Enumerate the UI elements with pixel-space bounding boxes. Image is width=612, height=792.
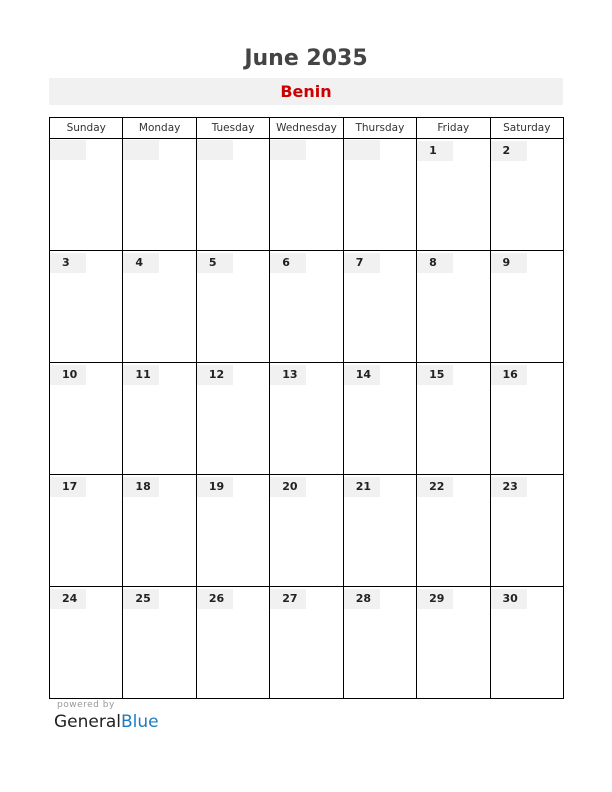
day-cell <box>270 251 343 363</box>
day-cell <box>270 363 343 475</box>
weekday-friday: Friday <box>417 118 490 139</box>
week-row <box>50 251 564 363</box>
day-number: 3 <box>50 253 86 273</box>
day-number <box>50 140 86 160</box>
calendar-title: June 2035 <box>244 46 368 71</box>
day-number: 9 <box>491 253 527 273</box>
day-number: 10 <box>50 365 86 385</box>
day-cell <box>50 363 123 475</box>
day-number: 18 <box>123 477 159 497</box>
day-cell <box>50 475 123 587</box>
day-number: 5 <box>197 253 233 273</box>
generalblue-logo <box>54 712 159 732</box>
weekday-wednesday: Wednesday <box>270 118 343 139</box>
week-row <box>50 475 564 587</box>
day-number: 12 <box>197 365 233 385</box>
day-number: 16 <box>491 365 527 385</box>
weekday-saturday: Saturday <box>490 118 563 139</box>
day-number: 24 <box>50 589 86 609</box>
day-number <box>123 140 159 160</box>
day-cell <box>123 139 196 251</box>
day-number: 23 <box>491 477 527 497</box>
weekday-monday: Monday <box>123 118 196 139</box>
day-number: 11 <box>123 365 159 385</box>
day-number: 8 <box>417 253 453 273</box>
day-cell <box>417 139 490 251</box>
day-number: 19 <box>197 477 233 497</box>
day-cell <box>123 475 196 587</box>
day-cell <box>490 139 563 251</box>
day-number: 4 <box>123 253 159 273</box>
day-cell <box>490 587 563 699</box>
day-cell <box>123 251 196 363</box>
day-cell <box>343 363 416 475</box>
day-cell <box>343 139 416 251</box>
day-number: 21 <box>344 477 380 497</box>
brand-blue: Blue <box>121 712 159 732</box>
day-cell <box>417 475 490 587</box>
powered-by-label: powered by <box>57 700 115 710</box>
day-number: 6 <box>270 253 306 273</box>
day-number: 2 <box>491 141 527 161</box>
day-cell <box>490 363 563 475</box>
week-row <box>50 139 564 251</box>
brand-general: General <box>54 712 121 732</box>
day-cell <box>270 475 343 587</box>
day-cell <box>343 475 416 587</box>
day-number: 15 <box>417 365 453 385</box>
day-cell <box>50 251 123 363</box>
day-cell <box>50 587 123 699</box>
day-number: 30 <box>491 589 527 609</box>
day-cell <box>417 587 490 699</box>
day-cell <box>417 363 490 475</box>
day-number: 7 <box>344 253 380 273</box>
day-number <box>344 140 380 160</box>
country-banner <box>49 78 563 105</box>
weekday-header-row <box>50 118 564 139</box>
day-cell <box>490 251 563 363</box>
day-cell <box>196 363 269 475</box>
day-number: 14 <box>344 365 380 385</box>
day-cell <box>196 475 269 587</box>
weekday-thursday: Thursday <box>343 118 416 139</box>
day-cell <box>50 139 123 251</box>
weekday-tuesday: Tuesday <box>196 118 269 139</box>
day-cell <box>270 587 343 699</box>
week-row <box>50 363 564 475</box>
day-number: 22 <box>417 477 453 497</box>
day-cell <box>417 251 490 363</box>
day-cell <box>123 363 196 475</box>
day-number: 25 <box>123 589 159 609</box>
weekday-sunday: Sunday <box>50 118 123 139</box>
day-cell <box>490 475 563 587</box>
day-cell <box>123 587 196 699</box>
country-name: Benin <box>280 82 332 101</box>
day-number: 13 <box>270 365 306 385</box>
day-number: 20 <box>270 477 306 497</box>
day-number: 28 <box>344 589 380 609</box>
day-number <box>270 140 306 160</box>
day-number <box>197 140 233 160</box>
day-number: 17 <box>50 477 86 497</box>
day-number: 1 <box>417 141 453 161</box>
day-number: 26 <box>197 589 233 609</box>
week-row <box>50 587 564 699</box>
day-cell <box>196 587 269 699</box>
day-cell <box>343 251 416 363</box>
calendar-grid <box>49 117 564 699</box>
day-number: 27 <box>270 589 306 609</box>
day-cell <box>196 139 269 251</box>
day-cell <box>270 139 343 251</box>
day-cell <box>196 251 269 363</box>
day-number: 29 <box>417 589 453 609</box>
day-cell <box>343 587 416 699</box>
